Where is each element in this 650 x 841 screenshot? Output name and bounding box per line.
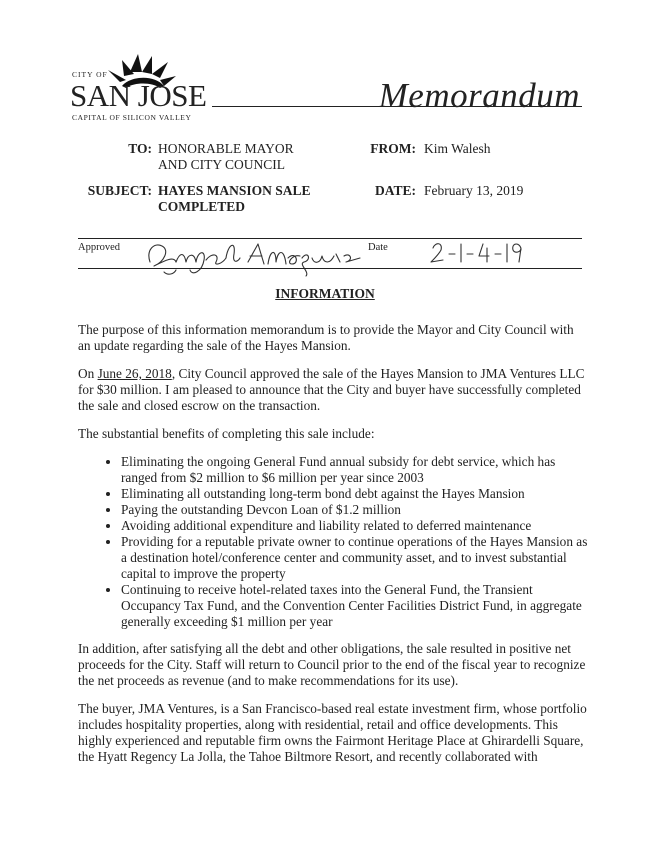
from-label: FROM: [370,141,416,156]
paragraph-purpose: The purpose of this information memorandum is to provide the Mayor and City Council with an update regarding the sale of the Hayes Mansion. [78,322,574,353]
paragraph-buyer: The buyer, JMA Ventures, is a San Francisco-based real estate investment firm, whose portfolio includes hospitality properties, along with residential, retail and office developments. This highly experienced and reputable firm owns the Fairmont Heritage Place at Ghirardelli Square, the Hyatt Regency La Jolla, the Tahoe Biltmore Resort, and recently collaborated with [78,701,587,764]
paragraph-approval [78,366,588,414]
approval-bottom-rule [78,268,582,269]
approval-date: June 26, 2018 [97,366,172,381]
approved-label: Approved [78,242,120,253]
date-label: DATE: [374,183,416,198]
handwritten-date-image [425,240,525,264]
city-tagline: CAPITAL OF SILICON VALLEY [72,113,192,122]
memo-body [78,322,588,777]
list-item: • Eliminating all outstanding long-term bond debt against the Hayes Mansion [121,486,588,502]
approval-date-label: Date [368,242,388,253]
date-value: February 13, 2019 [424,183,524,198]
subject-line-1: HAYES MANSION SALE [158,183,311,198]
list-item: • Providing for a reputable private owner to continue operations of the Hayes Mansion as a destination hotel/conference center and community asset, and to invest substantial capital to improve the property [121,534,588,582]
p2-rest: , City Council approved the sale of the Hayes Mansion to JMA Ventures LLC for $30 million. I am pleased to announce that the City and buyer have successfully completed the sale and closed escrow on the transaction. [78,366,585,413]
benefits-list [78,454,588,630]
list-item: • Paying the outstanding Devcon Loan of $1.2 million [121,502,588,518]
p2-prefix: On [78,366,98,381]
signature-image [140,232,380,278]
from-value: Kim Walesh [424,141,491,156]
list-item: • Eliminating the ongoing General Fund annual subsidy for debt service, which has ranged from $2 million to $6 million per year since 2003 [121,454,588,486]
to-label: TO: [128,141,152,156]
memo-title: Memorandum [378,76,580,115]
subject-line-2: COMPLETED [158,199,246,214]
to-line-2: AND CITY COUNCIL [158,157,285,172]
subject-label: SUBJECT: [87,183,152,198]
paragraph-proceeds: In addition, after satisfying all the debt and other obligations, the sale resulted in positive net proceeds for the City. Staff will return to Council prior to the end of the fiscal year to recognize the net proceeds as revenue (and to make recommendations for its use). [78,641,586,688]
list-item: • Avoiding additional expenditure and liability related to deferred maintenance [121,518,588,534]
list-item: • Continuing to receive hotel-related taxes into the General Fund, the Transient Occupancy Tax Fund, and the Convention Center Facilities District Fund, in aggregate generally exceeding $1 million per year [121,582,588,630]
city-name: SAN JOSE [70,78,207,113]
city-of-label: CITY OF [72,70,108,79]
section-heading: INFORMATION [275,286,375,301]
paragraph-benefits-intro: The substantial benefits of completing this sale include: [78,426,375,441]
to-line-1: HONORABLE MAYOR [158,141,294,156]
